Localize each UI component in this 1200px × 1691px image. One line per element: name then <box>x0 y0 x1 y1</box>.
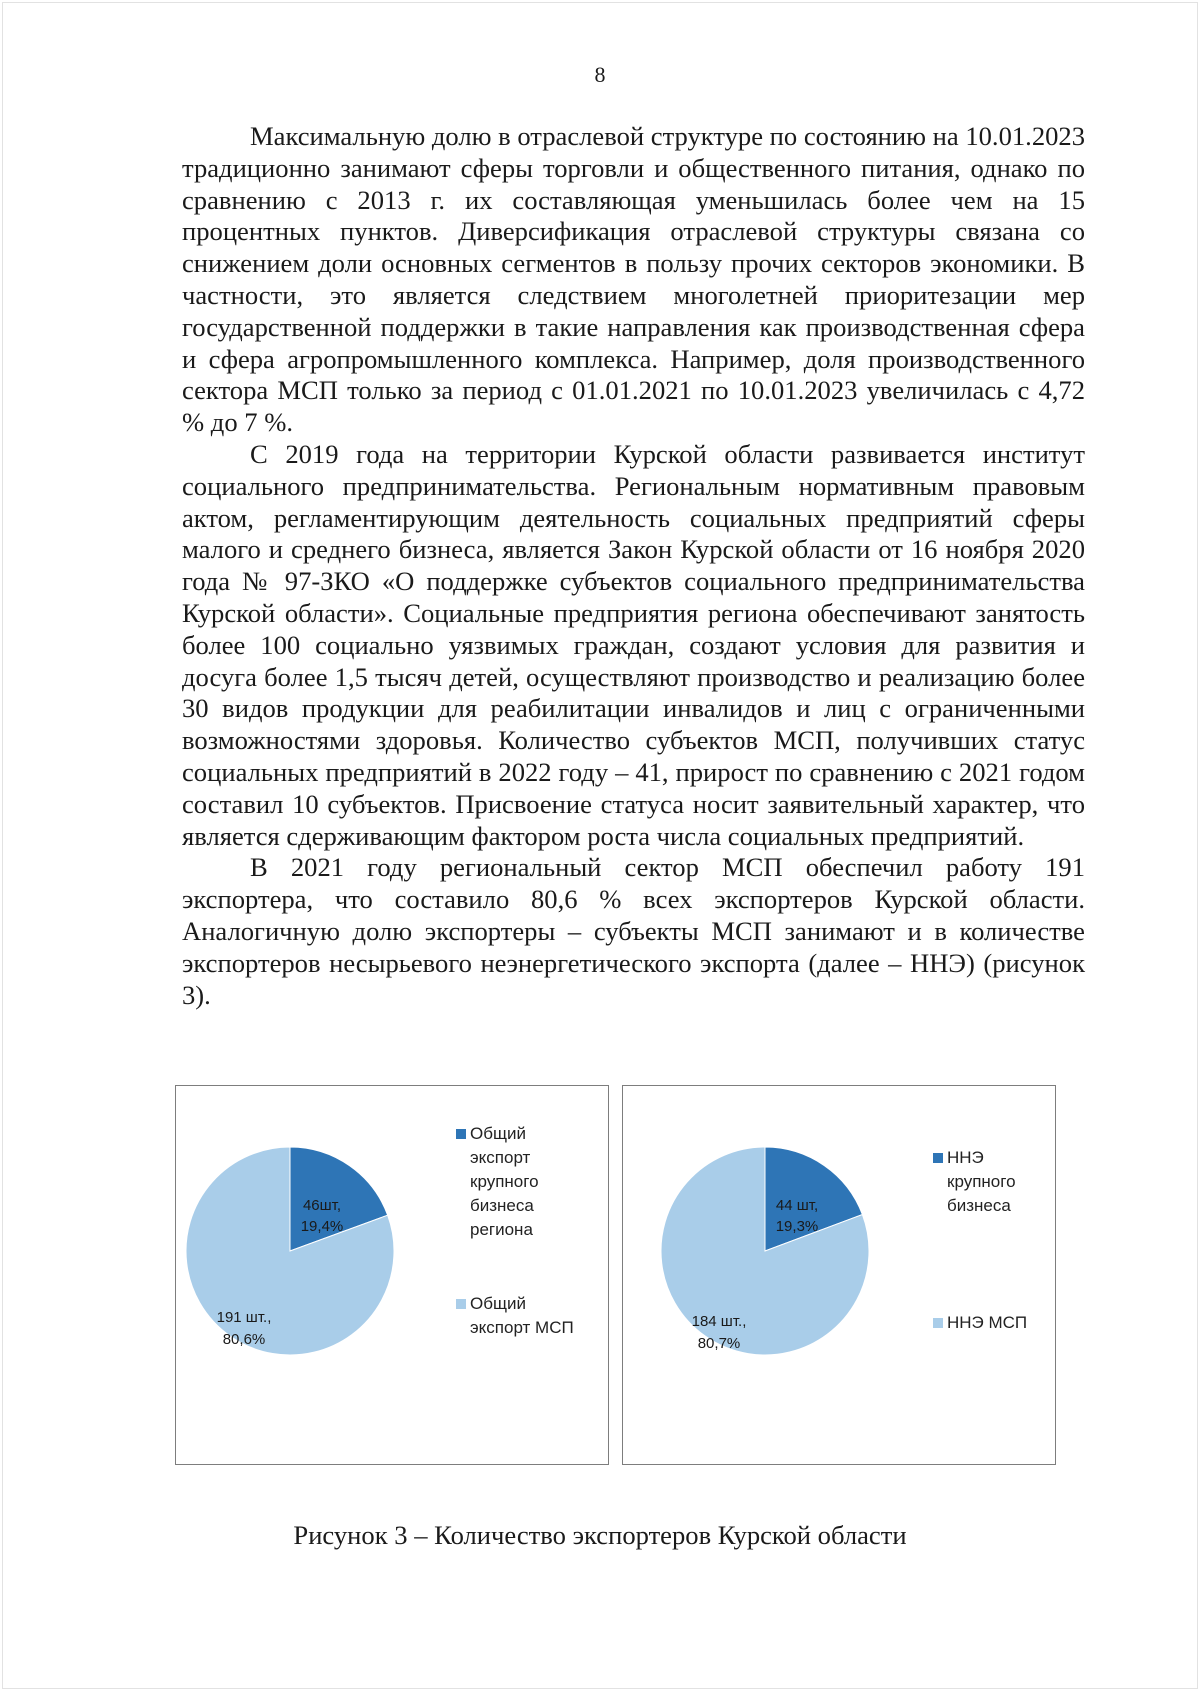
legend-text: крупного <box>947 1172 1016 1191</box>
legend-text: экспорт МСП <box>470 1318 574 1337</box>
legend-swatch-large-business <box>456 1129 466 1139</box>
legend-text: ННЭ <box>947 1148 984 1167</box>
chart-nne-export <box>622 1085 1056 1465</box>
figure-exporters <box>175 1085 1075 1467</box>
legend-swatch-nne-large-business <box>933 1153 943 1163</box>
paragraph-exporters: В 2021 году региональный сектор МСП обеспечил работу 191 экспортера, что составило 80,6 % всех экспортеров Курской области. Аналогичную долю экспортеры – субъекты МСП занимают и в количестве экспортеров несырьевого неэнергетического экспорта (далее – ННЭ) (рисунок 3). <box>182 852 1085 1010</box>
legend-item-nne-large-business <box>933 1146 1016 1218</box>
legend-item-nne-msp <box>933 1311 1027 1335</box>
body-text <box>182 121 1085 1011</box>
figure-caption: Рисунок 3 – Количество экспортеров Курской области <box>293 1520 907 1550</box>
legend-swatch-nne-msp <box>933 1318 943 1328</box>
legend-text: экспорт <box>470 1148 531 1167</box>
slice-label-nne-msp-line1: 184 шт., <box>691 1313 747 1330</box>
paragraph-industry-structure: Максимальную долю в отраслевой структуре по состоянию на 10.01.2023 традиционно занимают сферы торговли и общественного питания, однако по сравнению с 2013 г. их составляющая уменьшилась более чем на 15 процентных пунктов. Диверсификация отраслевой структуры связана со снижением доли основных сегментов в пользу прочих секторов экономики. В частности, это является следствием многолетней приоритезации мер государственной поддержки в такие направления как производственная сфера и сфера агропромышленного комплекса. Например, доля производственного сектора МСП только за период с 01.01.2021 по 10.01.2023 увеличилась с 4,72 % до 7 %. <box>182 121 1086 438</box>
legend-text: региона <box>470 1220 533 1239</box>
pie-chart-nne-export <box>623 1086 1057 1466</box>
legend-text: бизнеса <box>947 1196 1011 1215</box>
legend-text: бизнеса <box>470 1196 534 1215</box>
slice-label-large-business-line2: 19,4% <box>300 1218 344 1235</box>
legend-text: крупного <box>470 1172 539 1191</box>
page-number: 8 <box>594 62 606 87</box>
slice-label-nne-msp-line2: 80,7% <box>697 1335 741 1352</box>
slice-label-large-business-line1: 46шт, <box>302 1197 342 1214</box>
legend-text: Общий <box>470 1294 526 1313</box>
chart-total-export <box>175 1085 609 1465</box>
legend-item-large-business <box>456 1122 539 1242</box>
slice-label-nne-large-business-line1: 44 шт, <box>775 1197 819 1214</box>
legend-swatch-msp <box>456 1299 466 1309</box>
slice-label-msp-line2: 80,6% <box>222 1331 266 1348</box>
legend-item-msp <box>456 1292 574 1340</box>
slice-label-msp-line1: 191 шт., <box>216 1309 272 1326</box>
slice-label-nne-large-business-line2: 19,3% <box>775 1218 819 1235</box>
pie-chart-total-export <box>176 1086 610 1466</box>
paragraph-social-entrepreneurship: С 2019 года на территории Курской области развивается институт социального предпринимательства. Региональным нормативным правовым актом, регламентирующим деятельность социальных предприятий сферы малого и среднего бизнеса, является Закон Курской области от 16 ноября 2020 года № 97-ЗКО «О поддержке субъектов социального предпринимательства Курской области». Социальные предприятия региона обеспечивают занятость более 100 социально уязвимых граждан, создают условия для развития и досуга более 1,5 тысяч детей, осуществляют производство и реализацию более 30 видов продукции для реабилитации инвалидов и лиц с ограниченными возможностями здоровья. Количество субъектов МСП, получивших статус социальных предприятий в 2022 году – 41, прирост по сравнению с 2021 годом составил 10 субъектов. Присвоение статуса носит заявительный характер, что является сдерживающим фактором роста числа социальных предприятий. <box>182 438 1085 851</box>
legend-text: ННЭ МСП <box>947 1313 1028 1332</box>
legend-text: Общий <box>470 1124 526 1143</box>
